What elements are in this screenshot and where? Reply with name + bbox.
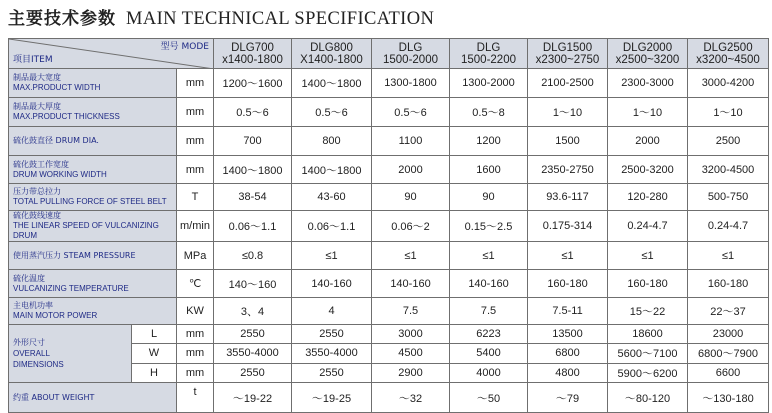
spec-table: [8, 38, 769, 413]
header-corner-cell: [9, 39, 214, 69]
value-cell: 1400～1800: [292, 69, 372, 98]
row-unit: MPa: [177, 242, 214, 270]
value-cell: 7.5-11: [528, 298, 608, 325]
value-cell: ≤0.8: [214, 242, 292, 270]
spec-row: [9, 242, 769, 270]
header-row: [9, 39, 769, 69]
model-header: DLG700 x1400-1800: [214, 39, 292, 69]
value-cell: 140-160: [450, 270, 528, 298]
value-cell: ≤1: [528, 242, 608, 270]
value-cell: 90: [372, 184, 450, 211]
model-header: DLG800 X1400-1800: [292, 39, 372, 69]
corner-model-label: 型号 MODE: [160, 42, 209, 52]
value-cell: 2500: [688, 127, 769, 156]
row-unit: mm: [177, 98, 214, 127]
value-cell: 1200～1600: [214, 69, 292, 98]
value-cell: 2550: [214, 363, 292, 382]
value-cell: 160-180: [528, 270, 608, 298]
spec-row: [9, 211, 769, 242]
value-cell: 0.06～1.1: [292, 211, 372, 242]
dimension-label-zh: 外形尺寸: [13, 338, 45, 347]
value-cell: 13500: [528, 325, 608, 344]
value-cell: 3550-4000: [292, 344, 372, 363]
dimension-label-en2: DIMENSIONS: [13, 360, 64, 369]
title-english: MAIN TECHNICAL SPECIFICATION: [126, 9, 435, 29]
row-unit: ℃: [177, 270, 214, 298]
value-cell: 1200: [450, 127, 528, 156]
value-cell: 700: [214, 127, 292, 156]
value-cell: ≤1: [372, 242, 450, 270]
value-cell: 1300-1800: [372, 69, 450, 98]
value-cell: 6223: [450, 325, 528, 344]
row-unit: mm: [177, 156, 214, 184]
value-cell: 22～37: [688, 298, 769, 325]
value-cell: 0.5～8: [450, 98, 528, 127]
value-cell: 0.5～6: [372, 98, 450, 127]
value-cell: 1～10: [528, 98, 608, 127]
value-cell: 3000-4200: [688, 69, 769, 98]
title-chinese: 主要技术参数: [8, 9, 116, 29]
value-cell: 1～10: [688, 98, 769, 127]
value-cell: 140～160: [214, 270, 292, 298]
value-cell: 2100-2500: [528, 69, 608, 98]
value-cell: 1400～1800: [292, 156, 372, 184]
spec-row: [9, 98, 769, 127]
value-cell: 18600: [608, 325, 688, 344]
value-cell: 0.06～2: [372, 211, 450, 242]
value-cell: ≤1: [688, 242, 769, 270]
weight-unit: t: [177, 383, 214, 413]
value-cell: 5900～6200: [608, 363, 688, 382]
row-label: 硫化温度 VULCANIZING TEMPERATURE: [9, 270, 177, 298]
value-cell: 5400: [450, 344, 528, 363]
value-cell: ～19-22: [214, 383, 292, 413]
spec-row: [9, 298, 769, 325]
value-cell: 1～10: [608, 98, 688, 127]
row-label: 制品最大宽度 MAX.PRODUCT WIDTH: [9, 69, 177, 98]
value-cell: 90: [450, 184, 528, 211]
row-label: 压力带总拉力 TOTAL PULLING FORCE OF STEEL BELT: [9, 184, 177, 211]
spec-row: [9, 156, 769, 184]
value-cell: 160-180: [608, 270, 688, 298]
value-cell: 1600: [450, 156, 528, 184]
value-cell: 7.5: [372, 298, 450, 325]
spec-row: [9, 184, 769, 211]
value-cell: 38-54: [214, 184, 292, 211]
value-cell: 4: [292, 298, 372, 325]
value-cell: 140-160: [372, 270, 450, 298]
model-header: DLG2500 x3200~4500: [688, 39, 769, 69]
value-cell: 7.5: [450, 298, 528, 325]
value-cell: 3、4: [214, 298, 292, 325]
corner-item-label: 项目ITEM: [13, 55, 53, 65]
value-cell: 0.24-4.7: [608, 211, 688, 242]
value-cell: 2500-3200: [608, 156, 688, 184]
value-cell: 1300-2000: [450, 69, 528, 98]
value-cell: 6800～7900: [688, 344, 769, 363]
value-cell: 3000: [372, 325, 450, 344]
value-cell: ～130-180: [688, 383, 769, 413]
page-title: [8, 4, 434, 34]
value-cell: 2900: [372, 363, 450, 382]
row-unit: T: [177, 184, 214, 211]
value-cell: 15～22: [608, 298, 688, 325]
value-cell: 0.5～6: [214, 98, 292, 127]
value-cell: 0.06～1.1: [214, 211, 292, 242]
model-header: DLG 1500-2200: [450, 39, 528, 69]
value-cell: 2000: [372, 156, 450, 184]
row-unit: KW: [177, 298, 214, 325]
spec-row: [9, 127, 769, 156]
dimension-label-en1: OVERALL: [13, 349, 50, 358]
value-cell: 4800: [528, 363, 608, 382]
value-cell: ≤1: [608, 242, 688, 270]
value-cell: 2550: [214, 325, 292, 344]
value-cell: 160-180: [688, 270, 769, 298]
value-cell: 4000: [450, 363, 528, 382]
value-cell: 2300-3000: [608, 69, 688, 98]
model-header: DLG2000 x2500~3200: [608, 39, 688, 69]
value-cell: 6600: [688, 363, 769, 382]
value-cell: 5600～7100: [608, 344, 688, 363]
value-cell: 0.15～2.5: [450, 211, 528, 242]
value-cell: 140-160: [292, 270, 372, 298]
value-cell: 2350-2750: [528, 156, 608, 184]
row-label: 主电机功率 MAIN MOTOR POWER: [9, 298, 177, 325]
value-cell: 3200-4500: [688, 156, 769, 184]
row-unit: mm: [177, 127, 214, 156]
value-cell: ～79: [528, 383, 608, 413]
spec-row: [9, 270, 769, 298]
value-cell: 120-280: [608, 184, 688, 211]
weight-label: 约重 ABOUT WEIGHT: [9, 383, 177, 413]
row-label: 硫化鼓线速度 THE LINEAR SPEED OF VULCANIZING DRUM: [9, 211, 177, 242]
value-cell: 6800: [528, 344, 608, 363]
value-cell: 1100: [372, 127, 450, 156]
value-cell: 0.24-4.7: [688, 211, 769, 242]
value-cell: 1400～1800: [214, 156, 292, 184]
dimension-row-l: [9, 325, 769, 344]
row-label: 硫化鼓直径 DRUM DIA.: [9, 127, 177, 156]
row-label: 制品最大厚度 MAX.PRODUCT THICKNESS: [9, 98, 177, 127]
model-header: DLG1500 x2300~2750: [528, 39, 608, 69]
value-cell: ～32: [372, 383, 450, 413]
value-cell: ～50: [450, 383, 528, 413]
value-cell: 500-750: [688, 184, 769, 211]
value-cell: ～80-120: [608, 383, 688, 413]
value-cell: ≤1: [292, 242, 372, 270]
value-cell: 2550: [292, 325, 372, 344]
value-cell: 4500: [372, 344, 450, 363]
spec-row: [9, 69, 769, 98]
dimension-sub-h: H: [150, 366, 158, 379]
dimension-sub-l: L: [132, 325, 176, 344]
value-cell: 1500: [528, 127, 608, 156]
row-unit: m/min: [177, 211, 214, 242]
value-cell: 0.175-314: [528, 211, 608, 242]
row-unit: mm: [177, 69, 214, 98]
dimension-unit: mm mm mm: [177, 325, 214, 383]
value-cell: ～19-25: [292, 383, 372, 413]
value-cell: 2550: [292, 363, 372, 382]
weight-row: [9, 383, 769, 413]
value-cell: 3550-4000: [214, 344, 292, 363]
model-header: DLG 1500-2000: [372, 39, 450, 69]
value-cell: 2000: [608, 127, 688, 156]
dimension-label-block: [9, 325, 177, 383]
value-cell: 43-60: [292, 184, 372, 211]
value-cell: 23000: [688, 325, 769, 344]
value-cell: ≤1: [450, 242, 528, 270]
value-cell: 93.6-117: [528, 184, 608, 211]
dimension-sub-w: W: [132, 344, 176, 363]
row-label: 硫化鼓工作宽度 DRUM WORKING WIDTH: [9, 156, 177, 184]
row-label: 使用蒸汽压力 STEAM PRESSURE: [9, 242, 177, 270]
value-cell: 0.5～6: [292, 98, 372, 127]
value-cell: 800: [292, 127, 372, 156]
